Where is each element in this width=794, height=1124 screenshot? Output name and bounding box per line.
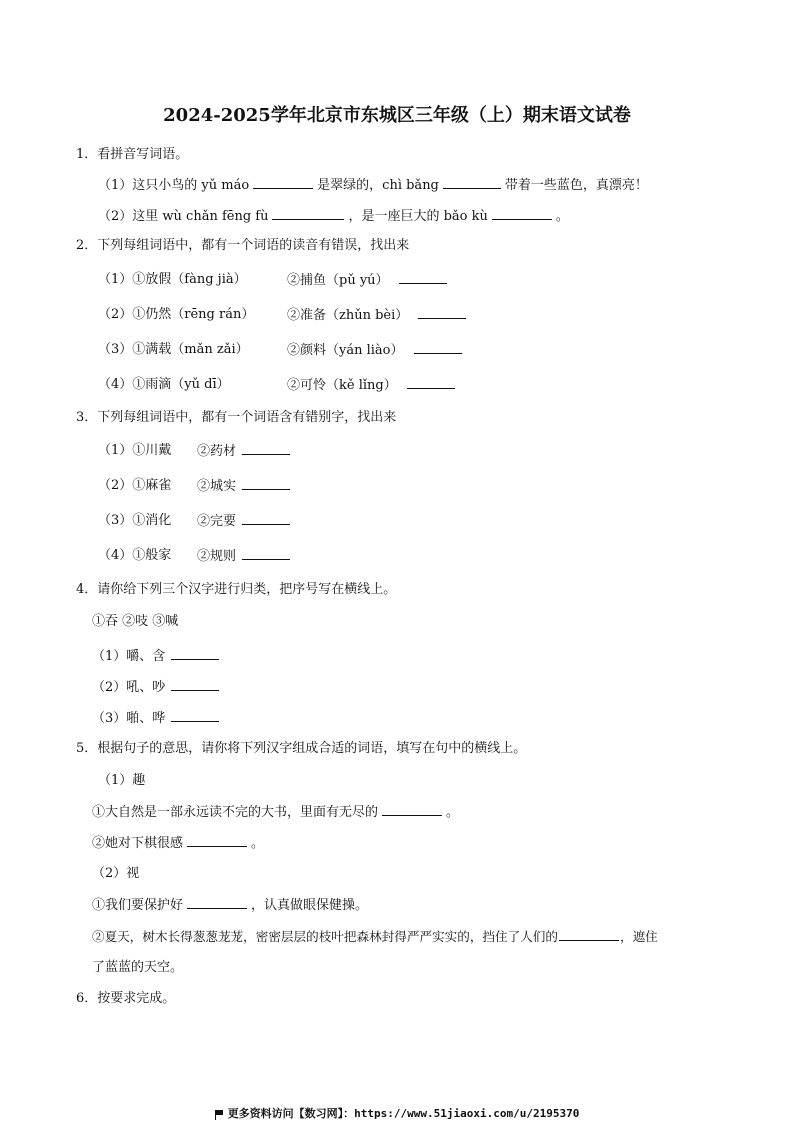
q5-part1-label: （1）趣: [98, 773, 146, 788]
answer-blank[interactable]: [272, 207, 344, 220]
q5-part2-b-cont: 了蓝蓝的天空。: [92, 960, 184, 975]
q5-part2-a-end: ，认真做眼保健操。: [251, 898, 369, 913]
answer-blank[interactable]: [242, 547, 290, 560]
page-title: 2024-2025学年北京市东城区三年级（上）期末语文试卷: [163, 105, 631, 126]
q1-line1-part3: 带着一些蓝色，真漂亮！: [504, 178, 648, 193]
q1-stem: 1．看拼音写词语。: [76, 147, 189, 162]
q4-row-3-text: （3）啪、哗: [92, 711, 166, 726]
answer-blank[interactable]: [414, 341, 462, 354]
q2-row-2b: [287, 306, 470, 325]
q3-row-4b: [197, 547, 294, 566]
q3-row-1b: [197, 442, 294, 461]
q4-row-3: [92, 709, 223, 728]
q2-row-1b: [287, 271, 451, 290]
q2-row-1a: （1）①放假（fàng jià）: [98, 272, 247, 287]
q3-row-4b-text: ②规则: [197, 549, 237, 564]
answer-blank[interactable]: [418, 306, 466, 319]
q2-row-3b-text: ②颜料（yán liào）: [287, 343, 404, 358]
answer-blank[interactable]: [242, 512, 290, 525]
answer-blank[interactable]: [242, 442, 290, 455]
q4-row-1-text: （1）嚼、含: [92, 649, 166, 664]
q2-row-2b-text: ②准备（zhǔn bèi）: [287, 308, 409, 323]
q3-row-2a: （2）①麻雀: [98, 478, 172, 493]
q2-row-1b-text: ②捕鱼（pǔ yú）: [287, 273, 389, 288]
q3-row-4a: （4）①般家: [98, 548, 172, 563]
q5-part1-a-end: 。: [446, 805, 460, 820]
q2-row-3a: （3）①满载（mǎn zǎi）: [98, 342, 249, 357]
q2-row-2a: （2）①仍然（rēng rán）: [98, 307, 255, 322]
q5-part2-b: [92, 928, 658, 946]
answer-blank[interactable]: [407, 376, 455, 389]
answer-blank[interactable]: [492, 207, 552, 220]
q4-row-2: [92, 678, 223, 697]
answer-blank[interactable]: [399, 271, 447, 284]
q2-stem: 2．下列每组词语中，都有一个词语的读音有错误，找出来: [76, 238, 410, 253]
q1-line2-part2: ，是一座巨大的 bǎo kù: [348, 209, 488, 224]
q5-part2-label: （2）视: [92, 866, 140, 881]
answer-blank[interactable]: [187, 896, 247, 909]
q1-line1-part1: （1）这只小鸟的 yǔ máo: [98, 178, 250, 193]
flag-icon: [215, 1110, 224, 1119]
footer: [0, 1107, 794, 1121]
answer-blank[interactable]: [253, 176, 313, 189]
q2-row-4b: [287, 376, 459, 395]
q4-options: ①吞 ②吱 ③喊: [92, 614, 179, 629]
answer-blank[interactable]: [443, 176, 501, 189]
q2-row-4a: （4）①雨滴（yǔ dī）: [98, 377, 230, 392]
q1-line1: [98, 176, 648, 195]
answer-blank[interactable]: [171, 678, 219, 691]
answer-blank[interactable]: [382, 803, 442, 816]
q4-stem: 4．请你给下列三个汉字进行归类，把序号写在横线上。: [76, 582, 397, 597]
q4-row-1: [92, 647, 223, 666]
answer-blank[interactable]: [171, 647, 219, 660]
q3-row-2b-text: ②城实: [197, 479, 237, 494]
q1-line2: [98, 207, 569, 226]
q3-row-3b-text: ②完要: [197, 514, 237, 529]
q4-row-2-text: （2）吼、吵: [92, 680, 166, 695]
q5-part2-a: [92, 896, 368, 915]
answer-blank[interactable]: [187, 834, 247, 847]
q3-row-2b: [197, 477, 294, 496]
q5-part1-b: [92, 834, 264, 853]
q5-part2-a-text: ①我们要保护好: [92, 898, 184, 913]
q6-stem: 6．按要求完成。: [76, 991, 176, 1006]
q5-part2-b-text: ②夏天，树木长得葱葱茏茏，密密层层的枝叶把森林封得严严实实的，挡住了人们的: [92, 929, 558, 944]
q5-part1-a: [92, 803, 459, 822]
q5-stem: 5．根据句子的意思，请你将下列汉字组成合适的词语，填写在句中的横线上。: [76, 741, 527, 756]
q5-part1-b-text: ②她对下棋很感: [92, 836, 184, 851]
q2-row-4b-text: ②可怜（kě lǐng）: [287, 378, 397, 393]
q1-line1-part2: 是翠绿的，chì bǎng: [317, 178, 439, 193]
q1-line2-part1: （2）这里 wù chǎn fēng fù: [98, 209, 269, 224]
q1-line2-part3: 。: [555, 209, 569, 224]
q3-row-3b: [197, 512, 294, 531]
q3-stem: 3．下列每组词语中，都有一个词语含有错别字，找出来: [76, 410, 397, 425]
footer-link[interactable]: 更多资料访问【数习网】：https://www.51jiaoxi.com/u/2195370: [227, 1107, 580, 1120]
q3-row-1a: （1）①川戴: [98, 443, 172, 458]
q3-row-1b-text: ②药材: [197, 444, 237, 459]
q5-part1-b-end: 。: [251, 836, 265, 851]
q3-row-3a: （3）①消化: [98, 513, 172, 528]
answer-blank[interactable]: [171, 709, 219, 722]
q2-row-3b: [287, 341, 466, 360]
q5-part1-a-text: ①大自然是一部永远读不完的大书，里面有无尽的: [92, 805, 379, 820]
answer-blank[interactable]: [242, 477, 290, 490]
q5-part2-b-end: ，遮住: [619, 929, 658, 944]
answer-blank[interactable]: [559, 928, 619, 941]
